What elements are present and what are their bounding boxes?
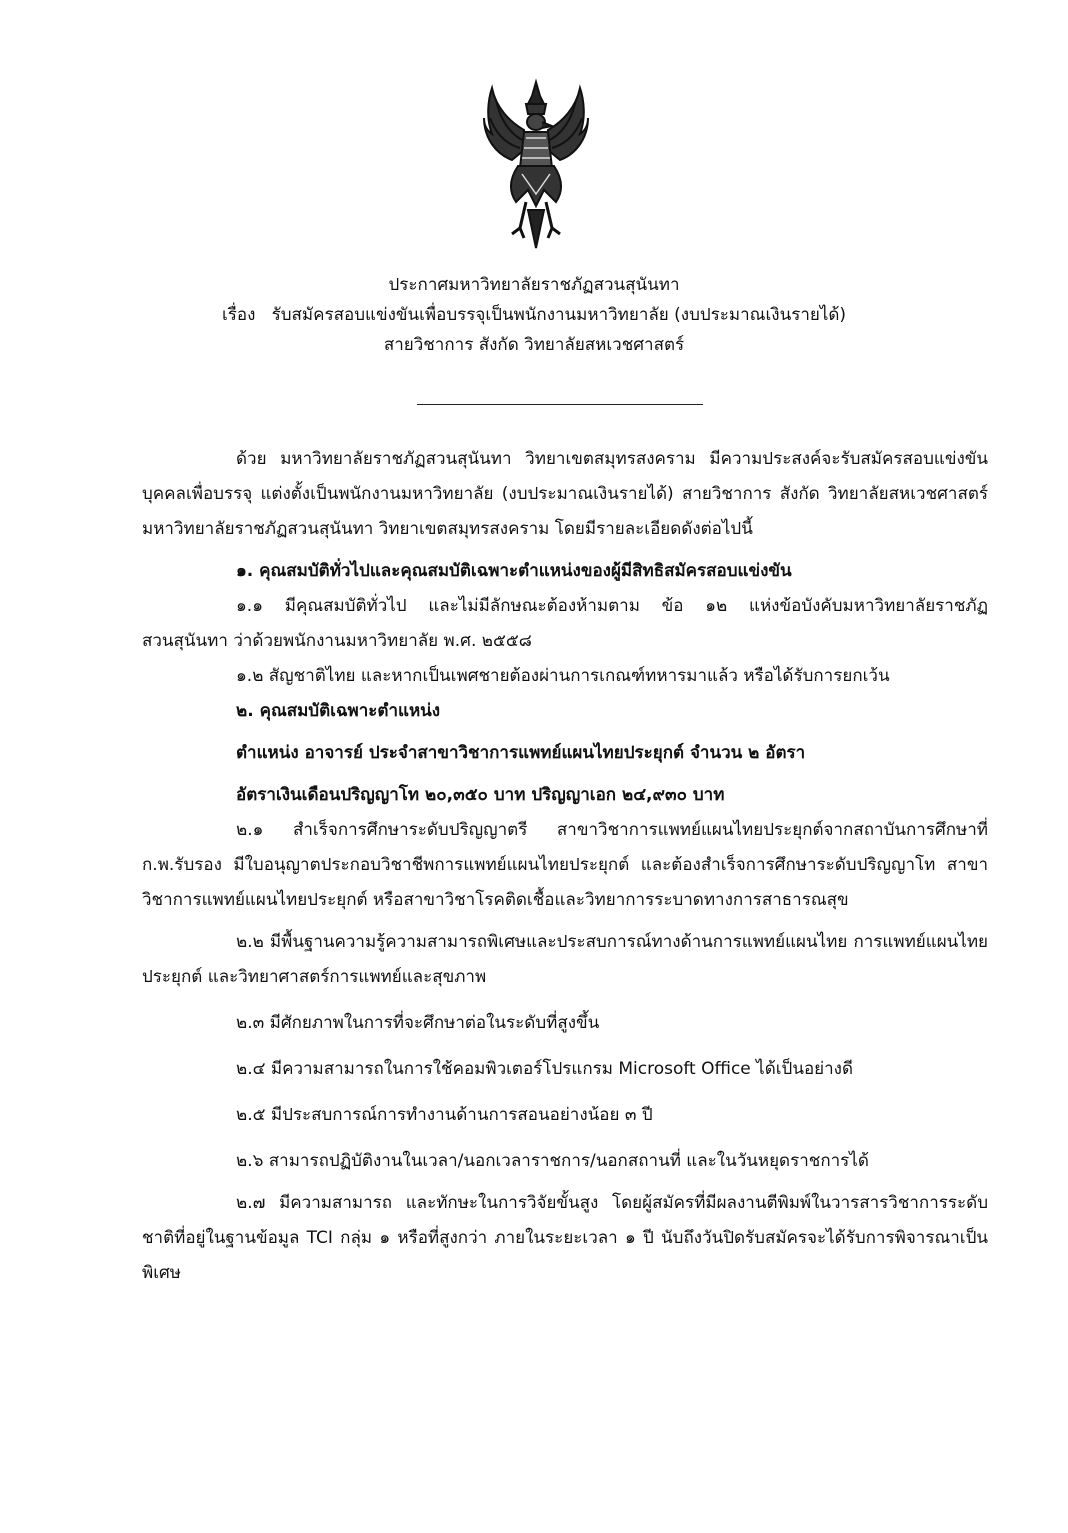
section2-item: ๒.๓ มีศักยภาพในการที่จะศึกษาต่อในระดับที่สูงขึ้น [236,1013,600,1033]
section2-item: ๒.๒ มีพื้นฐานความรู้ความสามารถพิเศษและประสบการณ์ทางด้านการแพทย์แผนไทย การแพทย์แผนไทยประยุกต์ และวิทยาศาสตร์การแพทย์และสุขภาพ [142,932,988,987]
section2-item: ๒.๔ มีความสามารถในการใช้คอมพิวเตอร์โปรแกรม Microsoft Office ได้เป็นอย่างดี [236,1059,854,1079]
section2-item: ๒.๕ มีประสบการณ์การทำงานด้านการสอนอย่างน้อย ๓ ปี [236,1105,653,1125]
announcement-title: ประกาศมหาวิทยาลัยราชภัฏสวนสุนันทา [388,275,680,295]
position-line: ตำแหน่ง อาจารย์ ประจำสาขาวิชาการแพทย์แผนไทยประยุกต์ จำนวน ๒ อัตรา [236,743,806,763]
section2-item: ๒.๖ สามารถปฏิบัติงานในเวลา/นอกเวลาราชการ/นอกสถานที่ และในวันหยุดราชการได้ [236,1151,869,1171]
intro-paragraph: ด้วย มหาวิทยาลัยราชภัฏสวนสุนันทา วิทยาเขตสมุทรสงคราม มีความประสงค์จะรับสมัครสอบแข่งขันบุคคลเพื่อบรรจุ แต่งตั้งเป็นพนักงานมหาวิทยาลัย (งบประมาณเงินรายได้) สายวิชาการ สังกัด วิทยาลัยสหเวชศาสตร์ มหาวิทยาลัยราชภัฏสวนสุนันทา วิทยาเขตสมุทรสงคราม โดยมีรายละเอียดดังต่อไปนี้ [142,449,988,539]
garuda-emblem-icon [482,78,590,250]
header-divider [417,404,703,405]
announcement-body [142,442,988,1291]
salary-line: อัตราเงินเดือนปริญญาโท ๒๐,๓๕๐ บาท ปริญญาเอก ๒๔,๙๓๐ บาท [236,785,725,805]
section2-item: ๒.๗ มีความสามารถ และทักษะในการวิจัยขั้นสูง โดยผู้สมัครที่มีผลงานตีพิมพ์ในวารสารวิชาการระดับชาติที่อยู่ในฐานข้อมูล TCI กลุ่ม ๑ หรือที่สูงกว่า ภายในระยะเวลา ๑ ปี นับถึงวันปิดรับสมัครจะได้รับการพิจารณาเป็นพิเศษ [142,1193,988,1283]
section1-item: ๑.๑ มีคุณสมบัติทั่วไป และไม่มีลักษณะต้องห้ามตาม ข้อ ๑๒ แห่งข้อบังคับมหาวิทยาลัยราชภัฏสวนสุนันทา ว่าด้วยพนักงานมหาวิทยาลัย พ.ศ. ๒๕๕๘ [142,596,988,651]
section2-item: ๒.๑ สำเร็จการศึกษาระดับปริญญาตรี สาขาวิชาการแพทย์แผนไทยประยุกต์จากสถาบันการศึกษาที่ ก.พ.รับรอง มีใบอนุญาตประกอบวิชาชีพการแพทย์แผนไทยประยุกต์ และต้องสำเร็จการศึกษาระดับปริญญาโท สาขาวิชาการแพทย์แผนไทยประยุกต์ หรือสาขาวิชาโรคติดเชื้อและวิทยาการระบาดทางการสาธารณสุข [142,820,988,910]
section2-heading: ๒. คุณสมบัติเฉพาะตำแหน่ง [236,701,441,721]
announcement-subject: เรื่อง รับสมัครสอบแข่งขันเพื่อบรรจุเป็นพนักงานมหาวิทยาลัย (งบประมาณเงินรายได้) [221,305,847,325]
section1-item: ๑.๒ สัญชาติไทย และหากเป็นเพศชายต้องผ่านการเกณฑ์ทหารมาแล้ว หรือได้รับการยกเว้น [236,666,890,686]
announcement-header [0,270,1068,360]
section1-heading: ๑. คุณสมบัติทั่วไปและคุณสมบัติเฉพาะตำแหน่งของผู้มีสิทธิสมัครสอบแข่งขัน [236,561,792,581]
announcement-division: สายวิชาการ สังกัด วิทยาลัยสหเวชศาสตร์ [383,335,685,355]
